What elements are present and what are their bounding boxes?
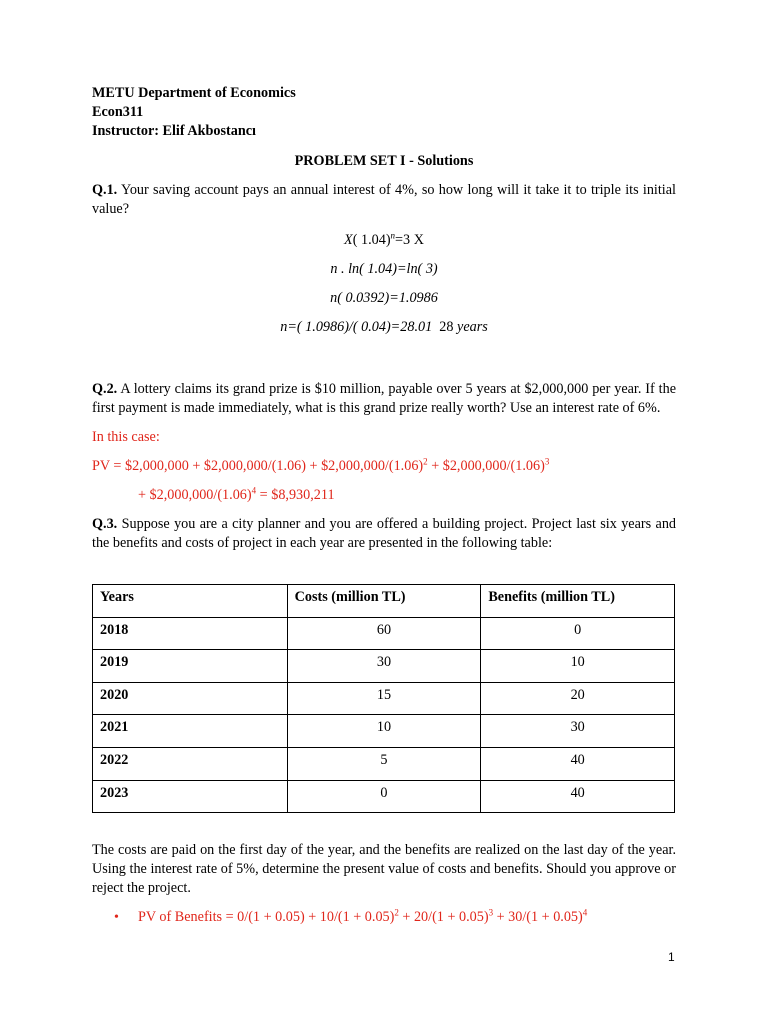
year-cell: 2022 [93,747,288,780]
cost-cell: 0 [287,780,481,813]
header-years: Years [93,585,288,618]
eq1-base: ( 1.04) [352,232,391,248]
eq4-unit: years [457,319,488,335]
page-title: PROBLEM SET I - Solutions [294,153,474,169]
table-row [93,747,675,780]
cost-cell: 10 [287,715,481,748]
benefit-cell: 20 [481,682,675,715]
table-row [93,617,675,650]
benefit-cell: 30 [481,715,675,748]
eq1-x: X [344,232,353,248]
year-cell: 2018 [93,617,288,650]
header-costs: Costs (million TL) [287,585,481,618]
pv-exp-3: 3 [544,456,550,467]
eq4-expression: n=( 1.0986)/( 0.04)=28.01 [280,319,433,335]
q2-label: Q.2. [92,381,118,397]
bullet-icon: • [114,910,119,926]
year-cell: 2020 [93,682,288,715]
q2-pv-line-2 [92,486,676,505]
q1-equation-1 [92,231,676,250]
header-instructor: Instructor: Elif Akbostancı [92,123,256,139]
q1-equation-4 [92,318,676,337]
page-number: 1 [668,950,675,964]
table-header-row [93,585,675,618]
pvb-part-a: PV of Benefits = 0/(1 + 0.05) + 10/(1 + 0.05) [138,909,395,926]
cost-cell: 5 [287,747,481,780]
pv-result: = $8,930,211 [256,487,335,503]
question-3 [92,515,676,553]
eq1-rhs: =3 X [395,232,424,248]
q3-text: Suppose you are a city planner and you are offered a building project. Project last six years and the benefits and costs of project in each year are presented in the following table: [92,516,677,551]
pv-exp-2: 2 [423,456,428,467]
cost-cell: 30 [287,650,481,683]
q2-pv-line-1 [92,457,676,476]
table-row [93,780,675,813]
year-cell: 2021 [93,715,288,748]
benefit-cell: 10 [481,650,675,683]
year-cell: 2023 [93,780,288,813]
benefit-cell: 40 [481,780,675,813]
header-benefits: Benefits (million TL) [481,585,675,618]
document-page [92,84,676,927]
header-course: Econ311 [92,104,144,120]
header-department: METU Department of Economics [92,85,296,101]
pvb-exp-4: 4 [582,907,588,918]
table-row [93,682,675,715]
cost-cell: 60 [287,617,481,650]
pvb-part-c: + 30/(1 + 0.05) [493,909,583,926]
pv-benefits-item [92,908,676,927]
table-row [93,650,675,683]
pvb-exp-3: 3 [488,907,494,918]
benefit-cell: 0 [481,617,675,650]
cost-cell: 15 [287,682,481,715]
q1-label: Q.1. [92,182,118,198]
eq1-exponent: n [390,230,396,241]
q3-followup: The costs are paid on the first day of the year, and the benefits are realized on the last day of the year. Using the interest rate of 5%, determine the present value of costs and benefits. Should you approve or reject the project. [92,842,676,897]
pv-exp-4: 4 [251,485,257,496]
pvb-part-b: + 20/(1 + 0.05) [398,909,489,926]
table-row [93,715,675,748]
pvb-exp-2: 2 [394,907,399,918]
q1-text: Your saving account pays an annual interest of 4%, so how long will it take it to triple its initial value? [92,182,676,217]
year-cell: 2019 [93,650,288,683]
q1-equation-2: n . ln( 1.04)=ln( 3) [330,261,438,277]
pv-part-b: + $2,000,000/(1.06) [427,458,545,474]
question-2 [92,380,676,418]
q2-text: A lottery claims its grand prize is $10 million, payable over 5 years at $2,000,000 per year. If the first payment is made immediately, what is this grand prize really worth? Use an interest rate of 6%. [92,381,676,416]
benefit-cell: 40 [481,747,675,780]
q2-case-label: In this case: [92,429,160,445]
pv-part-c: + $2,000,000/(1.06) [138,487,252,503]
cost-benefit-table [92,584,675,813]
q1-equation-3: n( 0.0392)=1.0986 [330,290,438,306]
q3-label: Q.3. [92,516,118,532]
eq4-value: 28 [439,319,454,335]
question-1 [92,181,676,219]
pv-part-a: PV = $2,000,000 + $2,000,000/(1.06) + $2,000,000/(1.06) [92,458,424,474]
